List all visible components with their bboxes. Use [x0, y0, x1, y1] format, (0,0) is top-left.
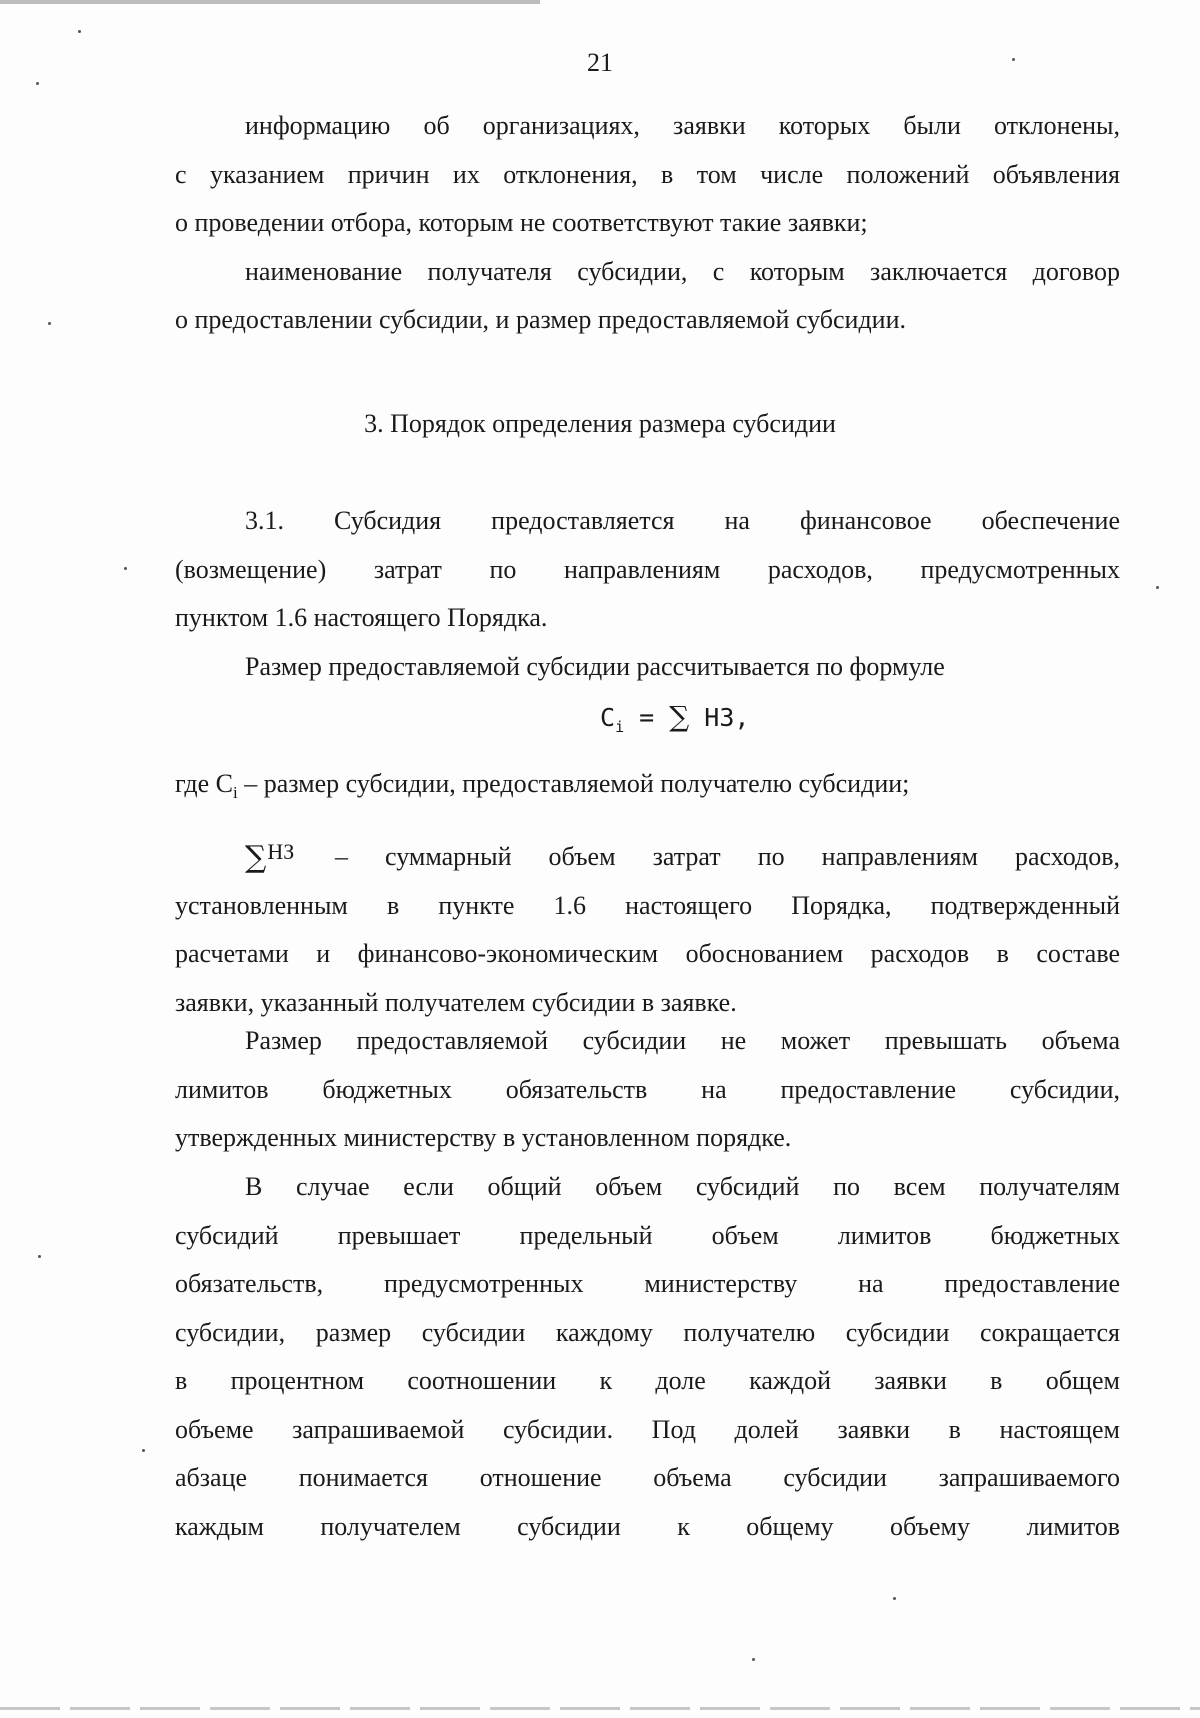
scan-speck	[1156, 586, 1159, 589]
text-block-rejections	[175, 102, 1120, 345]
paragraph-line: заявки, указанный получателем субсидии в заявке.	[175, 987, 737, 1017]
text-block-limits	[175, 1017, 1120, 1163]
where-line	[175, 760, 1120, 818]
paragraph-line: – суммарный объем затрат по направлениям расходов,	[335, 842, 1120, 871]
where-rest: – размер субсидии, предоставляемой получателю субсидии;	[237, 769, 910, 798]
paragraph-line: каждым получателем субсидии к общему объему лимитов	[175, 1511, 1120, 1541]
paragraph-line: субсидии, размер субсидии каждому получателю субсидии сокращается	[175, 1317, 1120, 1347]
scan-speck	[752, 1658, 755, 1661]
scan-speck	[36, 82, 39, 85]
paragraph-line: наименование получателя субсидии, с которым заключается договор	[245, 256, 1120, 286]
scan-speck	[48, 322, 51, 325]
paragraph-line: В случае если общий объем субсидий по всем получателям	[245, 1172, 1120, 1201]
scan-speck	[124, 567, 127, 570]
paragraph-line: 3.1. Субсидия предоставляется на финансовое обеспечение	[245, 506, 1120, 535]
paragraph-line: Размер предоставляемой субсидии не может превышать объема	[245, 1026, 1120, 1055]
sigma-label: НЗ	[267, 839, 295, 864]
scan-speck	[38, 1255, 41, 1258]
section-heading: 3. Порядок определения размера субсидии	[364, 409, 836, 438]
formula-lhs: C	[600, 703, 616, 732]
scan-speck	[893, 1597, 896, 1600]
paragraph-line: с указанием причин их отклонения, в том числе положений объявления	[175, 159, 1120, 189]
paragraph-line: установленным в пункте 1.6 настоящего Порядка, подтвержденный	[175, 890, 1120, 920]
paragraph-line	[175, 760, 1120, 818]
paragraph-line: информацию об организациях, заявки которых были отклонены,	[245, 111, 1120, 140]
paragraph-line: объеме запрашиваемой субсидии. Под долей заявки в настоящем	[175, 1414, 1120, 1444]
text-block-reduction	[175, 1163, 1120, 1551]
formula-rhs: НЗ,	[689, 703, 750, 732]
where-prefix: где C	[175, 769, 233, 798]
formula-lhs-subscript: i	[615, 718, 625, 736]
subsidy-formula	[600, 697, 749, 747]
sigma-symbol: ∑	[669, 700, 690, 733]
scan-speck	[78, 30, 81, 33]
page-number: 21	[587, 48, 613, 77]
text-block-clause-3-1	[175, 497, 1120, 691]
paragraph-line: о проведении отбора, которым не соответствуют такие заявки;	[175, 208, 868, 237]
where-subscript: i	[232, 783, 238, 803]
sigma-symbol: ∑	[245, 840, 267, 875]
paragraph-line: обязательств, предусмотренных министерству на предоставление	[175, 1269, 1120, 1298]
paragraph-line: утвержденных министерству в установленном порядке.	[175, 1123, 792, 1152]
paragraph-line: в процентном соотношении к доле каждой заявки в общем	[175, 1366, 1120, 1395]
paragraph-line: о предоставлении субсидии, и размер предоставляемой субсидии.	[175, 305, 906, 334]
paragraph-line: Размер предоставляемой субсидии рассчитывается по формуле	[245, 651, 945, 681]
paragraph-line: расчетами и финансово-экономическим обоснованием расходов в составе	[175, 939, 1120, 968]
scan-bottom-edge	[0, 1707, 1200, 1710]
formula-equals: =	[624, 703, 670, 732]
paragraph-line: (возмещение) затрат по направлениям расходов, предусмотренных	[175, 554, 1120, 584]
paragraph-line: абзаце понимается отношение объема субсидии запрашиваемого	[175, 1463, 1120, 1492]
paragraph-line: лимитов бюджетных обязательств на предоставление субсидии,	[175, 1074, 1120, 1104]
scan-speck	[1012, 58, 1015, 61]
paragraph-line: пунктом 1.6 настоящего Порядка.	[175, 603, 548, 632]
scan-top-edge	[0, 0, 540, 4]
text-block-sigma-definition	[175, 833, 1120, 1027]
paragraph-line: субсидий превышает предельный объем лимитов бюджетных	[175, 1220, 1120, 1250]
scan-speck	[142, 1449, 145, 1452]
